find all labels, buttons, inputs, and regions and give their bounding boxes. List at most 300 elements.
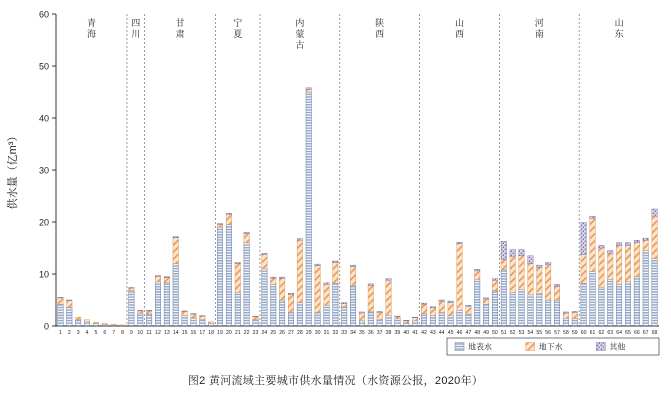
region-label: 青 xyxy=(86,18,96,28)
bar-segment xyxy=(554,284,560,286)
bar-segment xyxy=(474,271,480,279)
y-tick-label: 0 xyxy=(43,321,49,332)
region-label: 川 xyxy=(131,29,141,39)
bar-segment xyxy=(182,311,188,312)
x-tick-label: 50 xyxy=(492,330,498,336)
bar-segment xyxy=(430,316,436,326)
x-tick-label: 64 xyxy=(616,330,622,336)
bar-segment xyxy=(439,300,445,301)
bar-segment xyxy=(173,264,179,326)
x-tick-label: 17 xyxy=(199,330,206,336)
region-label: 夏 xyxy=(233,29,243,39)
bar-segment xyxy=(315,266,321,313)
x-tick-label: 63 xyxy=(607,330,614,336)
y-tick-label: 10 xyxy=(38,269,49,280)
bar-group xyxy=(457,242,463,326)
bar-group xyxy=(120,325,126,326)
bar-segment xyxy=(519,290,525,326)
bar-segment xyxy=(315,264,321,266)
bar-segment xyxy=(155,282,161,326)
bar-segment xyxy=(483,304,489,326)
bar-segment xyxy=(395,317,401,319)
bar-segment xyxy=(634,240,640,243)
bar-group xyxy=(368,284,374,326)
x-tick-label: 67 xyxy=(642,330,649,336)
bar-segment xyxy=(599,287,605,326)
bar-segment xyxy=(324,284,330,305)
bar-segment xyxy=(350,267,356,286)
bar-segment xyxy=(217,224,223,225)
bar-segment xyxy=(279,278,285,300)
bar-segment xyxy=(607,279,613,326)
bar-segment xyxy=(182,316,188,326)
bar-group xyxy=(616,243,622,326)
bar-group xyxy=(262,253,268,326)
bar-segment xyxy=(421,303,427,304)
bar-segment xyxy=(501,270,507,326)
region-label: 海 xyxy=(86,29,96,39)
bar-segment xyxy=(341,303,347,304)
x-tick-label: 24 xyxy=(261,330,268,336)
x-tick-label: 32 xyxy=(332,330,339,336)
bar-segment xyxy=(288,294,294,312)
x-tick-label: 44 xyxy=(438,330,445,336)
x-tick-label: 21 xyxy=(234,330,241,336)
bar-segment xyxy=(643,251,649,326)
bar-group xyxy=(173,237,179,326)
bar-segment xyxy=(616,245,622,284)
bar-group xyxy=(146,310,152,326)
bar-segment xyxy=(146,311,152,314)
bar-segment xyxy=(129,288,135,291)
bar-segment xyxy=(466,306,472,314)
bar-segment xyxy=(315,312,321,326)
x-tick-label: 48 xyxy=(474,330,481,336)
bar-group xyxy=(200,316,206,326)
region-label: 陕 xyxy=(375,18,385,28)
bar-segment xyxy=(634,243,640,277)
x-tick-label: 27 xyxy=(288,330,294,336)
bar-segment xyxy=(457,242,463,244)
bar-segment xyxy=(58,298,64,304)
bar-segment xyxy=(253,316,259,317)
bar-segment xyxy=(164,277,170,278)
x-tick-label: 31 xyxy=(323,330,330,336)
x-tick-label: 56 xyxy=(545,330,552,336)
bar-segment xyxy=(581,255,587,284)
x-tick-label: 25 xyxy=(270,330,277,336)
bar-segment xyxy=(368,285,374,311)
bar-segment xyxy=(528,256,534,264)
bar-group xyxy=(492,279,498,326)
bar-segment xyxy=(457,244,463,311)
y-tick-label: 60 xyxy=(38,9,49,20)
bar-segment xyxy=(58,304,64,326)
bar-segment xyxy=(137,311,143,313)
bar-segment xyxy=(279,300,285,326)
bar-segment xyxy=(359,313,365,321)
bar-segment xyxy=(554,286,560,300)
x-tick-label: 45 xyxy=(447,330,454,336)
bar-segment xyxy=(208,323,214,326)
x-tick-label: 61 xyxy=(589,330,596,336)
region-label: 甘 xyxy=(175,18,185,28)
bar-segment xyxy=(510,250,516,257)
bar-group xyxy=(581,223,587,326)
bar-group xyxy=(341,303,347,326)
legend-swatch xyxy=(455,343,464,351)
bar-segment xyxy=(350,285,356,326)
bar-group xyxy=(67,300,73,326)
x-tick-label: 4 xyxy=(85,330,89,336)
bar-group xyxy=(395,316,401,326)
bar-segment xyxy=(164,278,170,283)
bar-group xyxy=(537,265,543,326)
x-tick-label: 9 xyxy=(129,330,133,336)
bar-segment xyxy=(333,261,339,263)
bar-segment xyxy=(537,265,543,268)
bar-group xyxy=(528,256,534,326)
bar-segment xyxy=(288,293,294,294)
x-tick-label: 1 xyxy=(58,330,62,336)
x-tick-label: 3 xyxy=(76,330,80,336)
bar-segment xyxy=(75,320,81,326)
bar-segment xyxy=(528,295,534,326)
bar-segment xyxy=(262,253,268,254)
bar-segment xyxy=(244,233,250,242)
bar-segment xyxy=(235,292,241,326)
bar-segment xyxy=(208,322,214,324)
bar-segment xyxy=(226,213,232,214)
bar-segment xyxy=(333,283,339,326)
bar-segment xyxy=(616,284,622,326)
bar-segment xyxy=(129,291,135,326)
y-tick-label: 50 xyxy=(38,61,49,72)
legend-label: 地表水 xyxy=(468,342,492,352)
x-tick-label: 33 xyxy=(341,330,348,336)
region-label: 西 xyxy=(454,29,464,39)
bar-segment xyxy=(377,320,383,326)
x-tick-label: 29 xyxy=(305,330,312,336)
bar-group xyxy=(607,251,613,326)
x-tick-label: 53 xyxy=(518,330,525,336)
bar-group xyxy=(102,323,108,326)
bar-segment xyxy=(324,305,330,326)
bar-segment xyxy=(244,232,250,233)
bar-segment xyxy=(297,239,303,241)
bar-group xyxy=(333,261,339,326)
bar-segment xyxy=(590,216,596,218)
bar-group xyxy=(386,279,392,326)
bar-segment xyxy=(430,307,436,308)
x-tick-label: 54 xyxy=(527,330,534,336)
x-tick-label: 13 xyxy=(163,330,170,336)
region-label: 肃 xyxy=(175,29,185,39)
bar-segment xyxy=(501,241,507,259)
bar-segment xyxy=(448,303,454,316)
region-label: 南 xyxy=(534,29,544,39)
bar-segment xyxy=(439,312,445,326)
bar-segment xyxy=(84,320,90,322)
x-tick-label: 30 xyxy=(314,330,321,336)
x-tick-label: 38 xyxy=(385,330,392,336)
bar-group xyxy=(359,312,365,326)
region-label: 东 xyxy=(614,29,624,39)
bar-group xyxy=(137,310,143,326)
x-tick-label: 5 xyxy=(94,330,98,336)
bar-segment xyxy=(581,283,587,326)
x-tick-label: 23 xyxy=(252,330,259,336)
y-axis-label: 供水量（亿m³） xyxy=(7,130,19,210)
bar-segment xyxy=(625,243,631,246)
bar-segment xyxy=(572,312,578,318)
bar-segment xyxy=(102,323,108,324)
bar-group xyxy=(590,216,596,326)
bar-group xyxy=(634,240,640,326)
bar-segment xyxy=(652,209,658,217)
bar-segment xyxy=(253,317,259,320)
x-tick-label: 49 xyxy=(483,330,489,336)
bar-segment xyxy=(430,308,436,316)
bar-segment xyxy=(102,324,108,326)
bar-segment xyxy=(200,319,206,326)
bar-segment xyxy=(341,306,347,326)
bar-segment xyxy=(262,269,268,326)
bar-segment xyxy=(75,317,81,320)
bar-segment xyxy=(404,320,410,321)
bar-segment xyxy=(563,318,569,326)
x-tick-label: 10 xyxy=(137,330,144,336)
region-label: 山 xyxy=(614,18,624,28)
bar-segment xyxy=(146,310,152,311)
bar-segment xyxy=(386,316,392,326)
x-tick-label: 66 xyxy=(633,330,640,336)
x-tick-label: 14 xyxy=(172,330,179,336)
bar-segment xyxy=(111,324,117,325)
x-tick-label: 6 xyxy=(103,330,107,336)
bar-segment xyxy=(483,298,489,299)
x-tick-label: 65 xyxy=(625,330,631,336)
bar-segment xyxy=(404,321,410,323)
x-tick-label: 7 xyxy=(112,330,116,336)
bar-segment xyxy=(395,316,401,317)
region-label: 山 xyxy=(454,18,464,28)
bar-group xyxy=(155,276,161,326)
bar-segment xyxy=(155,276,161,277)
bar-segment xyxy=(545,300,551,326)
x-tick-label: 35 xyxy=(359,330,365,336)
bar-segment xyxy=(341,304,347,307)
bar-group xyxy=(404,320,410,326)
bar-segment xyxy=(404,323,410,326)
bar-segment xyxy=(191,318,197,326)
bar-segment xyxy=(643,240,649,250)
x-tick-label: 43 xyxy=(429,330,436,336)
bar-segment xyxy=(226,225,232,326)
bar-group xyxy=(448,301,454,326)
bar-group xyxy=(164,277,170,326)
bar-segment xyxy=(271,277,277,278)
bar-group xyxy=(350,265,356,326)
x-tick-label: 62 xyxy=(598,330,605,336)
bar-group xyxy=(244,232,250,326)
legend-label: 地下水 xyxy=(538,342,563,352)
bar-segment xyxy=(492,280,498,290)
x-tick-label: 55 xyxy=(536,330,543,336)
bar-segment xyxy=(412,318,418,321)
bar-segment xyxy=(93,322,99,323)
bar-group xyxy=(501,241,507,326)
bar-group xyxy=(377,311,383,326)
x-tick-label: 20 xyxy=(226,330,232,336)
y-tick-label: 20 xyxy=(38,217,49,228)
bar-group xyxy=(519,250,525,326)
region-label: 四 xyxy=(131,18,141,28)
bar-group xyxy=(288,293,294,326)
bar-segment xyxy=(466,305,472,306)
bar-segment xyxy=(306,88,312,90)
x-tick-label: 60 xyxy=(580,330,587,336)
bar-segment xyxy=(545,263,551,265)
bar-segment xyxy=(146,314,152,326)
bar-segment xyxy=(607,253,613,279)
x-tick-label: 2 xyxy=(67,330,71,336)
bar-segment xyxy=(182,311,188,315)
bar-segment xyxy=(528,264,534,295)
bar-segment xyxy=(155,277,161,282)
bar-group xyxy=(412,317,418,326)
bar-group xyxy=(191,314,197,326)
x-tick-label: 36 xyxy=(367,330,374,336)
region-label: 西 xyxy=(375,29,385,39)
bar-segment xyxy=(226,214,232,224)
bar-segment xyxy=(474,279,480,326)
x-tick-label: 59 xyxy=(571,330,578,336)
bar-segment xyxy=(590,271,596,326)
bar-segment xyxy=(625,245,631,281)
bar-group xyxy=(235,263,241,326)
bar-segment xyxy=(271,284,277,326)
bar-group xyxy=(572,311,578,326)
bar-segment xyxy=(395,319,401,326)
x-tick-label: 11 xyxy=(146,330,152,336)
legend xyxy=(447,338,659,355)
bar-segment xyxy=(652,258,658,326)
bar-group xyxy=(306,88,312,326)
y-tick-label: 40 xyxy=(38,113,49,124)
x-tick-label: 46 xyxy=(456,330,463,336)
bar-segment xyxy=(137,313,143,326)
bar-segment xyxy=(67,301,73,308)
bar-segment xyxy=(510,292,516,326)
bar-segment xyxy=(643,238,649,240)
bar-segment xyxy=(563,312,569,313)
x-tick-label: 58 xyxy=(562,330,569,336)
x-tick-label: 26 xyxy=(279,330,286,336)
x-tick-label: 18 xyxy=(208,330,215,336)
bar-segment xyxy=(297,303,303,326)
bar-segment xyxy=(510,257,516,292)
bar-segment xyxy=(599,248,605,287)
bar-segment xyxy=(297,240,303,302)
bar-segment xyxy=(492,279,498,281)
bar-group xyxy=(599,245,605,326)
y-tick-label: 30 xyxy=(38,165,49,176)
bar-segment xyxy=(164,283,170,326)
bar-segment xyxy=(324,283,330,285)
bar-group xyxy=(279,277,285,326)
bar-group xyxy=(129,288,135,326)
bar-group xyxy=(93,322,99,326)
bar-segment xyxy=(537,268,543,294)
x-tick-label: 68 xyxy=(651,330,658,336)
bar-segment xyxy=(421,304,427,313)
bar-segment xyxy=(457,310,463,326)
bar-segment xyxy=(217,225,223,228)
bar-group xyxy=(643,238,649,326)
bar-group xyxy=(324,283,330,326)
bar-group xyxy=(182,311,188,326)
bar-segment xyxy=(67,307,73,326)
bar-segment xyxy=(545,265,551,300)
bar-segment xyxy=(200,316,206,317)
bar-group xyxy=(253,316,259,326)
bar-segment xyxy=(93,323,99,326)
bar-segment xyxy=(235,263,241,264)
x-tick-label: 42 xyxy=(421,330,427,336)
bar-segment xyxy=(271,278,277,284)
bar-segment xyxy=(572,311,578,312)
bar-segment xyxy=(262,254,268,269)
bar-group xyxy=(554,284,560,326)
bar-segment xyxy=(412,321,418,326)
bar-segment xyxy=(377,312,383,319)
bar-segment xyxy=(129,288,135,289)
bar-group xyxy=(84,320,90,326)
region-label: 蒙 xyxy=(295,29,305,39)
bar-segment xyxy=(67,300,73,301)
x-tick-label: 19 xyxy=(217,330,223,336)
x-tick-label: 15 xyxy=(181,330,188,336)
bar-segment xyxy=(519,250,525,256)
bar-segment xyxy=(616,243,622,246)
bar-segment xyxy=(120,325,126,326)
bar-segment xyxy=(306,89,312,92)
bar-group xyxy=(297,239,303,326)
bar-segment xyxy=(563,313,569,318)
figure-caption: 图2 黄河流域主要城市供水量情况（水资源公报，2020年） xyxy=(187,375,484,387)
bar-segment xyxy=(253,320,259,326)
bar-segment xyxy=(448,316,454,326)
bar-segment xyxy=(200,316,206,319)
bar-group xyxy=(510,250,516,326)
x-tick-label: 37 xyxy=(376,330,383,336)
x-tick-label: 51 xyxy=(500,330,507,336)
bar-segment xyxy=(412,317,418,318)
bar-segment xyxy=(244,243,250,326)
bar-segment xyxy=(599,245,605,248)
legend-label: 其他 xyxy=(609,342,626,352)
bar-segment xyxy=(581,223,587,255)
bar-segment xyxy=(288,312,294,326)
legend-swatch xyxy=(596,343,605,351)
bar-segment xyxy=(466,314,472,326)
x-tick-label: 57 xyxy=(554,330,560,336)
region-label: 宁 xyxy=(233,18,243,28)
region-label: 河 xyxy=(534,18,544,28)
bar-segment xyxy=(634,277,640,326)
x-tick-label: 39 xyxy=(394,330,401,336)
